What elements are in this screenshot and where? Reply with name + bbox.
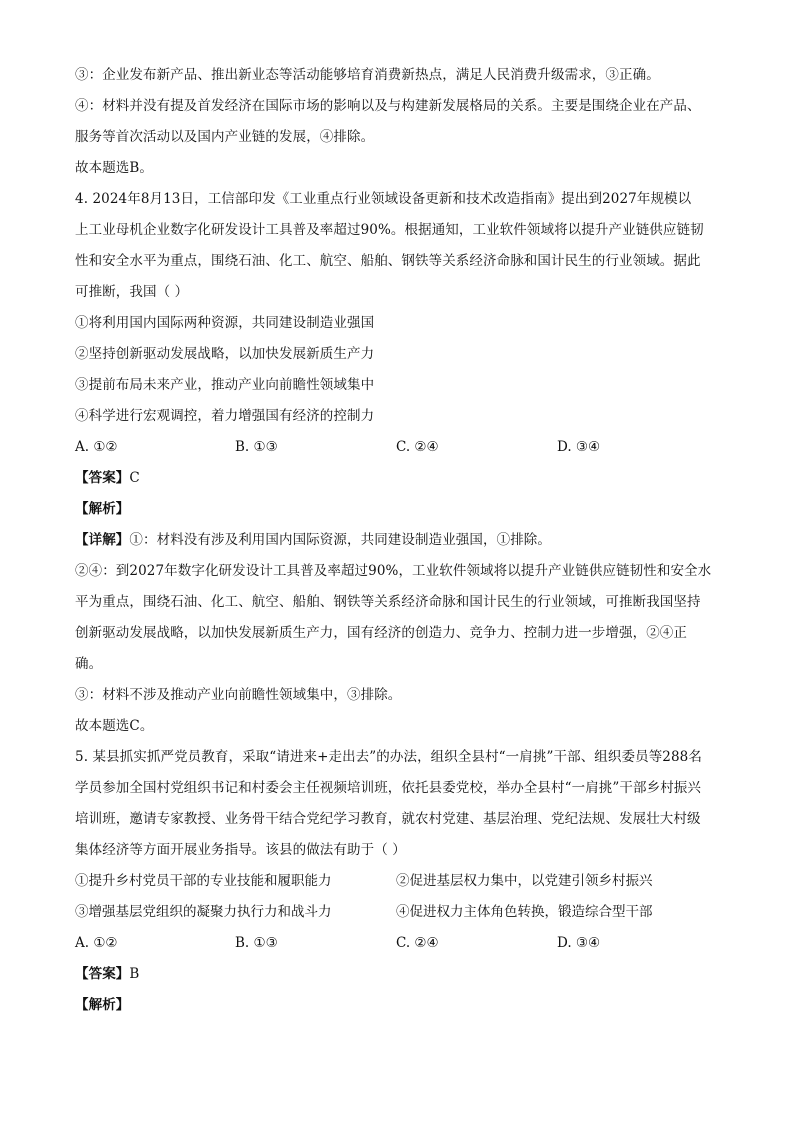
option-d: D. ③④ [557,439,601,455]
statement: ④科学进行宏观调控，着力增强国有经济的控制力 [75,408,375,424]
statement: ③增强基层党组织的凝聚力执行力和战斗力 [75,904,332,920]
analysis-line [75,995,725,1015]
question-4-stem: 4. 2024年8月13日，工信部印发《工业重点行业领域设备更新和技术改造指南》提出到2027年规模以 [75,191,692,207]
answer-tag: 【答案】 [75,470,130,486]
detail-line: 确。 [75,656,103,672]
statement: ④促进权力主体角色转换，锻造综合型干部 [396,904,653,920]
detail-line: 故本题选C。 [75,718,154,734]
analysis-tag: 【解析】 [75,997,130,1013]
question-4-stem: 可推断，我国（ ） [75,284,189,300]
option-c: C. ②④ [396,439,439,455]
statement: ②坚持创新驱动发展战略，以加快发展新质生产力 [75,346,375,362]
answer-value: C [129,470,140,486]
question-5-stem: 学员参加全国村党组织书记和村委会主任视频培训班，依托县委党校，举办全县村“一肩挑”干部乡村振兴 [75,780,702,796]
detail-line: ②④：到2027年数字化研发设计工具普及率超过90%，工业软件领域将以提升产业链供应链韧性和安全水 [75,563,712,579]
statement: ③提前布局未来产业，推动产业向前瞻性领域集中 [75,377,375,393]
question-5-stem: 集体经济等方面开展业务指导。该县的做法有助于（ ） [75,842,406,858]
question-4-stem: 上工业母机企业数字化研发设计工具普及率超过90%。根据通知，工业软件领域将以提升产业链供应链韧 [75,222,704,238]
statement: ②促进基层权力集中，以党建引领乡村振兴 [396,873,653,889]
option-b: B. ①③ [235,439,278,455]
detail-line [75,530,725,550]
text-line: 服务等首次活动以及国内产业链的发展，④排除。 [75,129,375,145]
question-5-stem: 培训班，邀请专家教授、业务骨干结合党纪学习教育，就农村党建、基层治理、党纪法规、发展壮大村级 [75,811,701,827]
detail-text: ①：材料没有涉及利用国内国际资源，共同建设制造业强国，①排除。 [129,532,552,548]
answer-tag: 【答案】 [75,966,130,982]
detail-tag: 【详解】 [75,532,130,548]
statement: ①提升乡村党员干部的专业技能和履职能力 [75,873,332,889]
answer-line [75,964,725,984]
answer-line [75,468,725,488]
detail-line: ③：材料不涉及推动产业向前瞻性领域集中，③排除。 [75,687,402,703]
option-d: D. ③④ [557,935,601,951]
question-5-stem: 5. 某县抓实抓严党员教育，采取“请进来+走出去”的办法，组织全县村“一肩挑”干部、组织委员等288名 [75,749,702,765]
detail-line: 平为重点，围绕石油、化工、航空、船舶、钢铁等关系经济命脉和国计民生的行业领域，可推断我国坚持 [75,594,701,610]
option-b: B. ①③ [235,935,278,951]
question-4-stem: 性和安全水平为重点，围绕石油、化工、航空、船舶、钢铁等关系经济命脉和国计民生的行业领域。据此 [75,253,701,269]
option-a: A. ①② [75,935,118,951]
option-c: C. ②④ [396,935,439,951]
text-line: 故本题选B。 [75,160,154,176]
analysis-line [75,499,725,519]
analysis-tag: 【解析】 [75,501,130,517]
option-a: A. ①② [75,439,118,455]
detail-line: 创新驱动发展战略，以加快发展新质生产力，国有经济的创造力、竞争力、控制力进一步增强，②④正 [75,625,687,641]
text-line: ④：材料并没有提及首发经济在国际市场的影响以及与构建新发展格局的关系。主要是围绕企业在产品、 [75,98,701,114]
statement: ①将利用国内国际两种资源，共同建设制造业强国 [75,315,375,331]
text-line: ③：企业发布新产品、推出新业态等活动能够培育消费新热点，满足人民消费升级需求，③正确。 [75,67,660,83]
answer-value: B [129,966,140,982]
